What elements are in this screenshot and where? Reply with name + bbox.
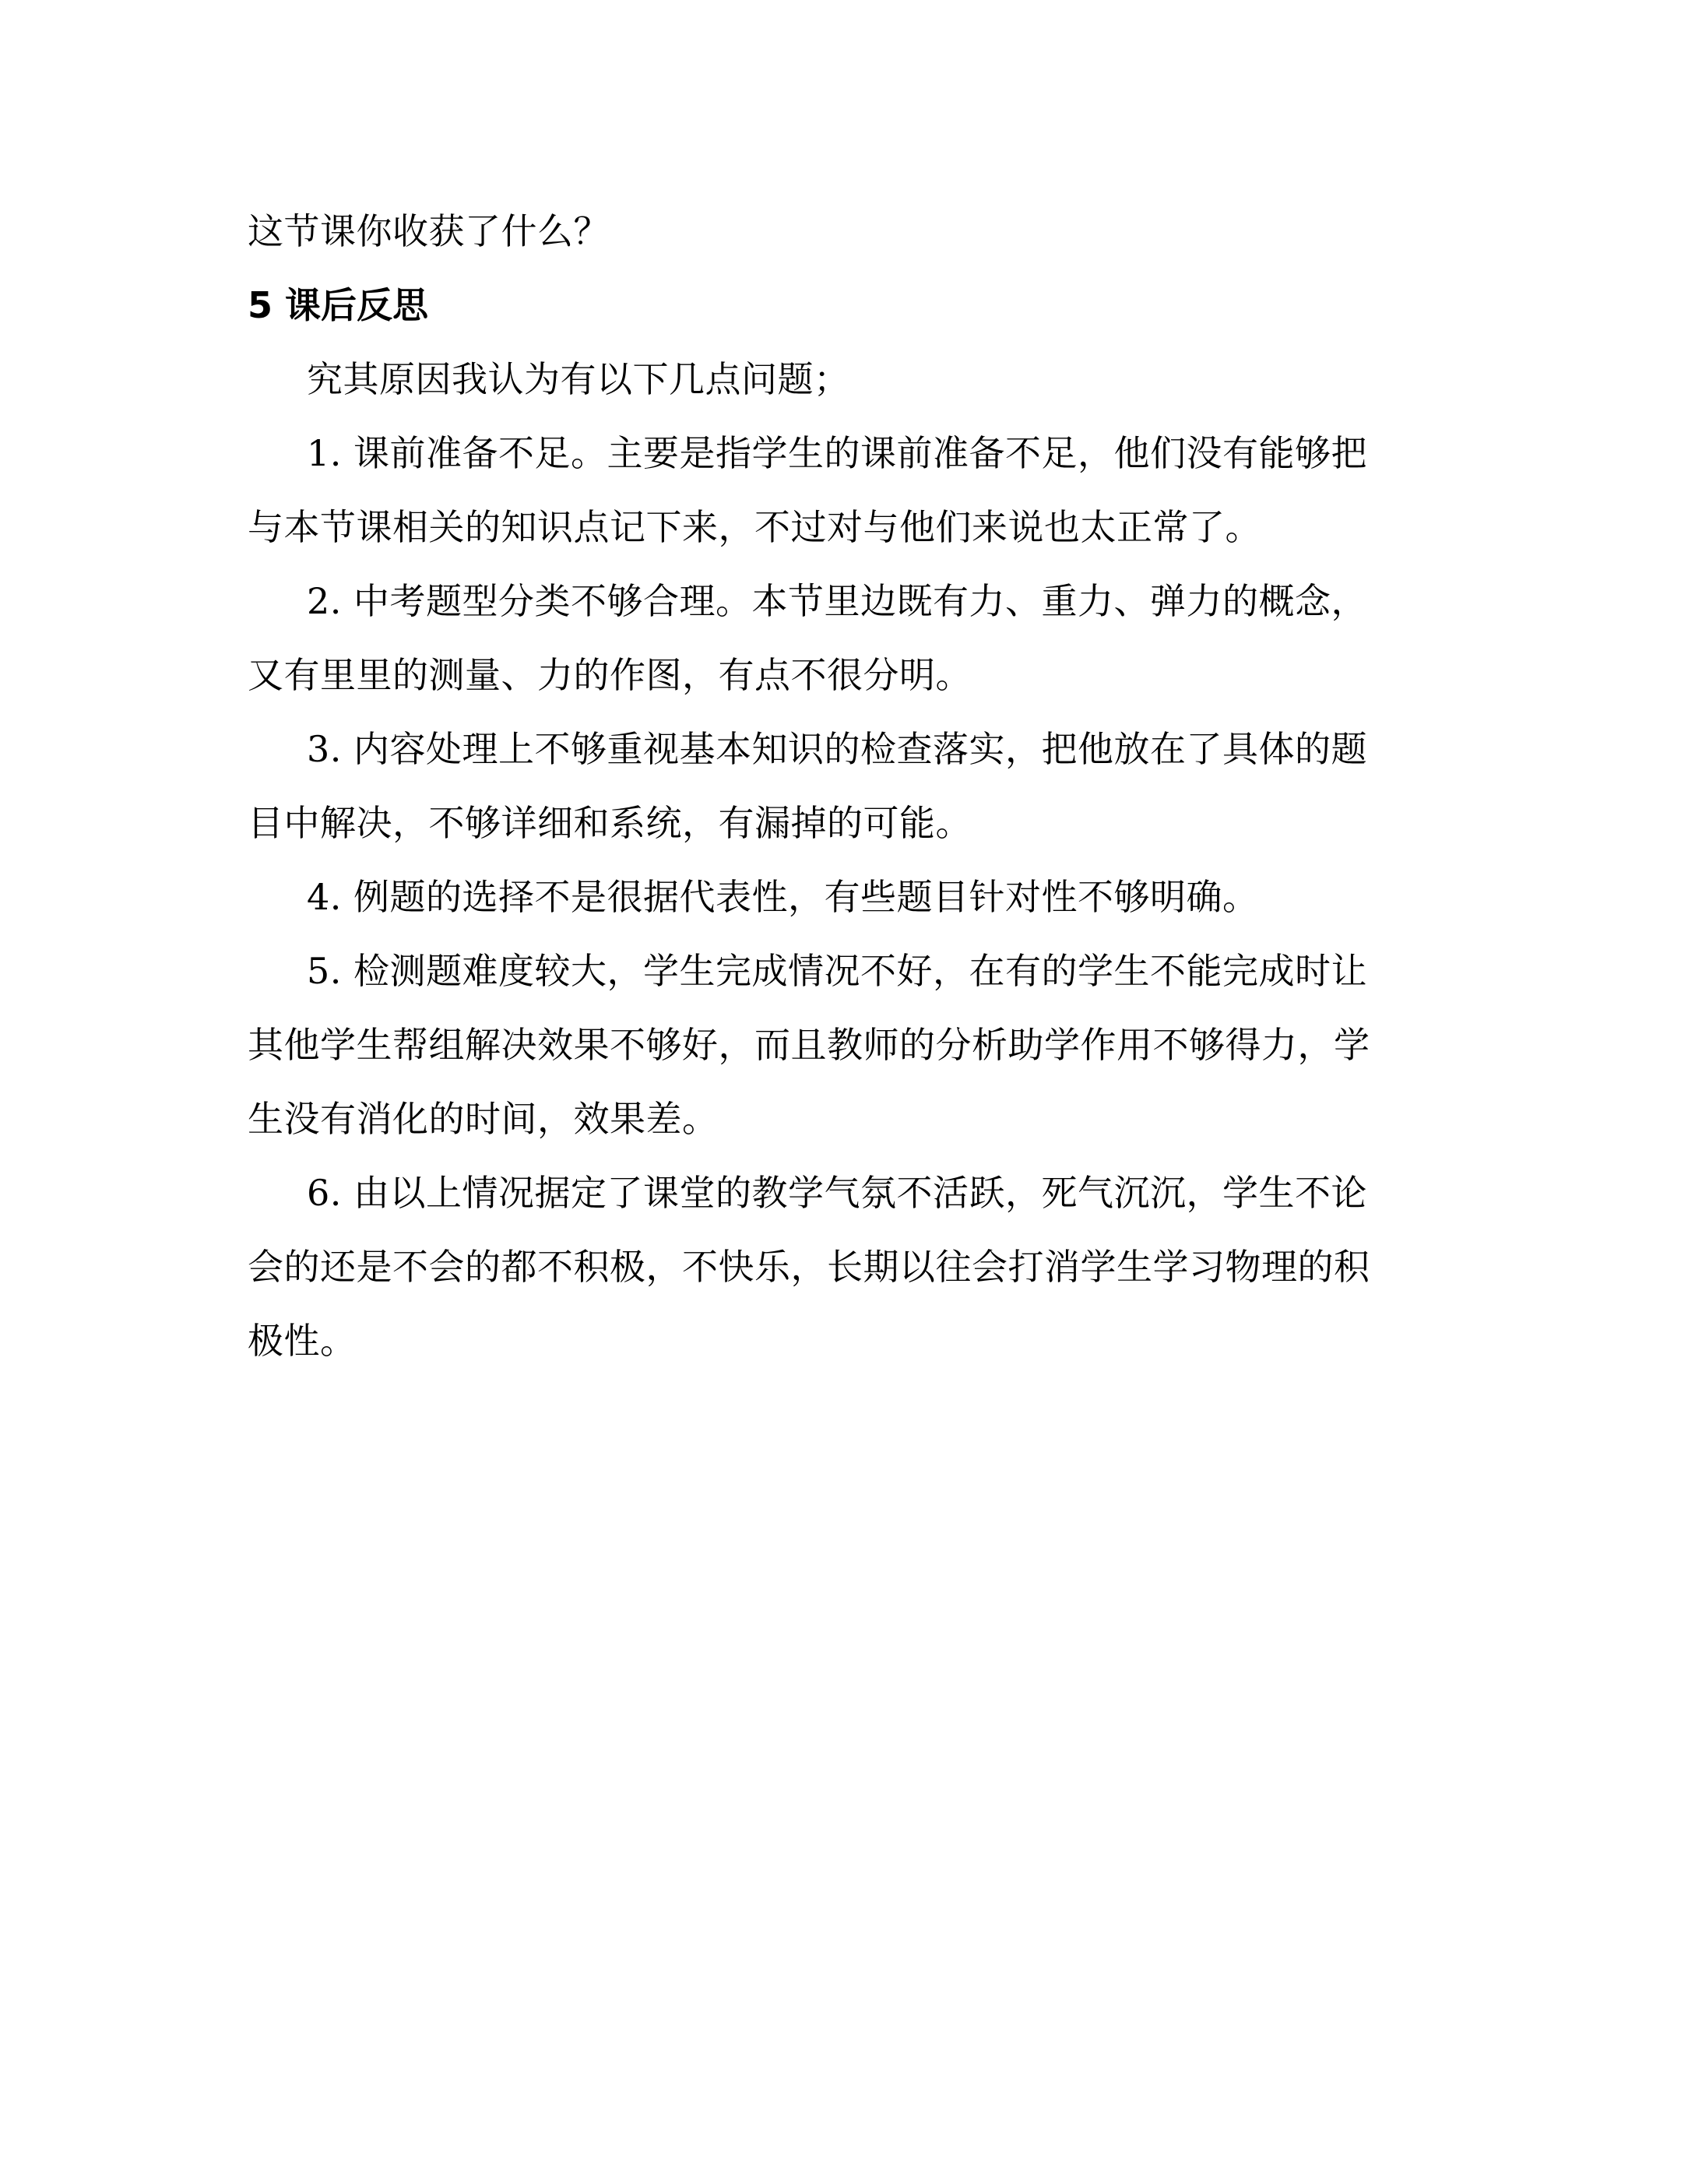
item-line: 又有里里的测量、力的作图，有点不很分明。 <box>248 654 972 696</box>
item-line: 会的还是不会的都不积极，不快乐，长期以往会打消学生学习物理的积 <box>248 1246 1370 1288</box>
lead-sentence: 究其原因我认为有以下几点问题； <box>307 358 850 400</box>
item-line: 4. 例题的选择不是很据代表性，有些题目针对性不够明确。 <box>307 876 1259 918</box>
reflection-item-3 <box>248 712 1439 860</box>
intro-question: 这节课你收获了什么？ <box>248 210 610 252</box>
item-line: 与本节课相关的知识点记下来，不过对与他们来说也太正常了。 <box>248 506 1261 548</box>
reflection-item-1 <box>248 417 1439 564</box>
reflection-item-4 <box>248 860 1439 934</box>
item-line: 1. 课前准备不足。主要是指学生的课前准备不足，他们没有能够把 <box>307 432 1368 474</box>
item-line: 6. 由以上情况据定了课堂的教学气氛不活跃，死气沉沉，学生不论 <box>307 1172 1368 1214</box>
item-line: 极性。 <box>248 1320 357 1362</box>
reflection-item-6 <box>248 1156 1439 1378</box>
reflection-item-5 <box>248 934 1439 1156</box>
item-line: 其他学生帮组解决效果不够好，而且教师的分析助学作用不够得力，学 <box>248 1024 1370 1066</box>
section-heading: 5 课后反思 <box>248 284 429 326</box>
item-line: 5. 检测题难度较大，学生完成情况不好，在有的学生不能完成时让 <box>307 950 1368 992</box>
document-content <box>248 195 1439 1378</box>
item-line: 目中解决，不够详细和系统，有漏掉的可能。 <box>248 802 972 844</box>
item-line: 3. 内容处理上不够重视基本知识的检查落实，把他放在了具体的题 <box>307 728 1368 770</box>
item-line: 生没有消化的时间，效果差。 <box>248 1098 719 1140</box>
reflection-item-2 <box>248 564 1439 712</box>
item-line: 2. 中考题型分类不够合理。本节里边既有力、重力、弹力的概念， <box>307 580 1368 622</box>
